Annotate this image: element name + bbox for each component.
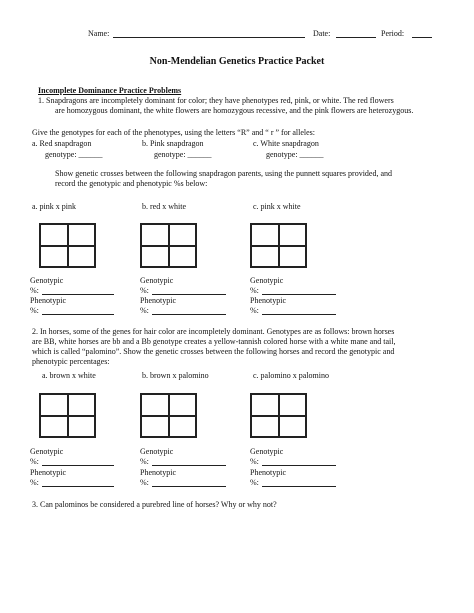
percent-label: %: [30,286,39,295]
question-3: 3. Can palominos be considered a purebred line of horses? Why or why not? [32,500,277,509]
cross-label-a: a. pink x pink [32,202,76,211]
percent-label: %: [140,286,149,295]
cross-instructions-line-2: record the genotypic and phenotypic %s below: [55,179,208,188]
punnett-square [250,223,307,268]
genotypic-label: Genotypic [250,276,284,285]
answer-blank [42,465,114,466]
page-title: Non-Mendelian Genetics Practice Packet [149,56,325,67]
phenotype-b: b. Pink snapdragon [142,139,204,148]
question-2-line-2: are BB, white horses are bb and a Bb genotype creates a yellow-tannish colored horse with a white mane and tail, [32,337,396,346]
phenotypic-label: Phenotypic [30,468,66,477]
percent-label: %: [140,306,149,315]
question-1-line-1: 1. Snapdragons are incompletely dominant for color; they have phenotypes red, pink, or white. The red flowers [38,96,394,105]
cross-label-2c: c. palomino x palomino [253,371,329,380]
punnett-square [140,223,197,268]
section-heading: Incomplete Dominance Practice Problems [38,86,182,95]
answer-blank [262,465,336,466]
percent-label: %: [250,478,259,487]
genotypic-label: Genotypic [250,447,284,456]
phenotypic-label: Phenotypic [250,468,286,477]
percent-label: %: [140,478,149,487]
genotype-a: genotype: ______ [45,150,103,159]
answer-blank [262,486,336,487]
punnett-square [39,393,96,438]
cross-label-2a: a. brown x white [42,371,96,380]
answer-blank [152,294,226,295]
name-blank [113,37,305,38]
answer-blank [42,294,114,295]
question-1-line-2: are homozygous dominant, the white flowers are homozygous recessive, and the pink flowers are heterozygous. [55,106,414,115]
phenotype-a: a. Red snapdragon [32,139,92,148]
genotype-b: genotype: ______ [154,150,212,159]
question-2-line-4: phenotypic percentages: [32,357,110,366]
question-2-line-1: 2. In horses, some of the genes for hair color are incompletely dominant. Genotypes are as follows: brown horses [32,327,395,336]
name-label: Name: [88,29,110,38]
percent-label: %: [250,306,259,315]
genotypic-label: Genotypic [30,276,64,285]
punnett-square [250,393,307,438]
answer-blank [262,294,336,295]
percent-label: %: [250,457,259,466]
phenotypic-label: Phenotypic [140,296,176,305]
phenotype-c: c. White snapdragon [253,139,319,148]
punnett-square [140,393,197,438]
percent-label: %: [30,306,39,315]
punnett-square [39,223,96,268]
genotype-c: genotype: ______ [266,150,324,159]
period-label: Period: [381,29,405,38]
percent-label: %: [140,457,149,466]
percent-label: %: [30,457,39,466]
answer-blank [42,486,114,487]
date-blank [336,37,376,38]
cross-instructions-line-1: Show genetic crosses between the following snapdragon parents, using the punnett squares provided, and [55,169,393,178]
answer-blank [262,314,336,315]
answer-blank [42,314,114,315]
percent-label: %: [250,286,259,295]
answer-blank [152,465,226,466]
genotypic-label: Genotypic [30,447,64,456]
genotype-instructions: Give the genotypes for each of the phenotypes, using the letters “R” and “ r ” for alleles: [32,128,316,137]
question-2-line-3: which is called “palomino”. Show the genetic crosses between the following horses and record the genotypic and [32,347,395,356]
phenotypic-label: Phenotypic [30,296,66,305]
genotypic-label: Genotypic [140,447,174,456]
cross-label-c: c. pink x white [253,202,301,211]
genotypic-label: Genotypic [140,276,174,285]
answer-blank [152,486,226,487]
percent-label: %: [30,478,39,487]
phenotypic-label: Phenotypic [250,296,286,305]
period-blank [412,37,432,38]
phenotypic-label: Phenotypic [140,468,176,477]
date-label: Date: [313,29,331,38]
answer-blank [152,314,226,315]
cross-label-2b: b. brown x palomino [142,371,209,380]
cross-label-b: b. red x white [142,202,186,211]
